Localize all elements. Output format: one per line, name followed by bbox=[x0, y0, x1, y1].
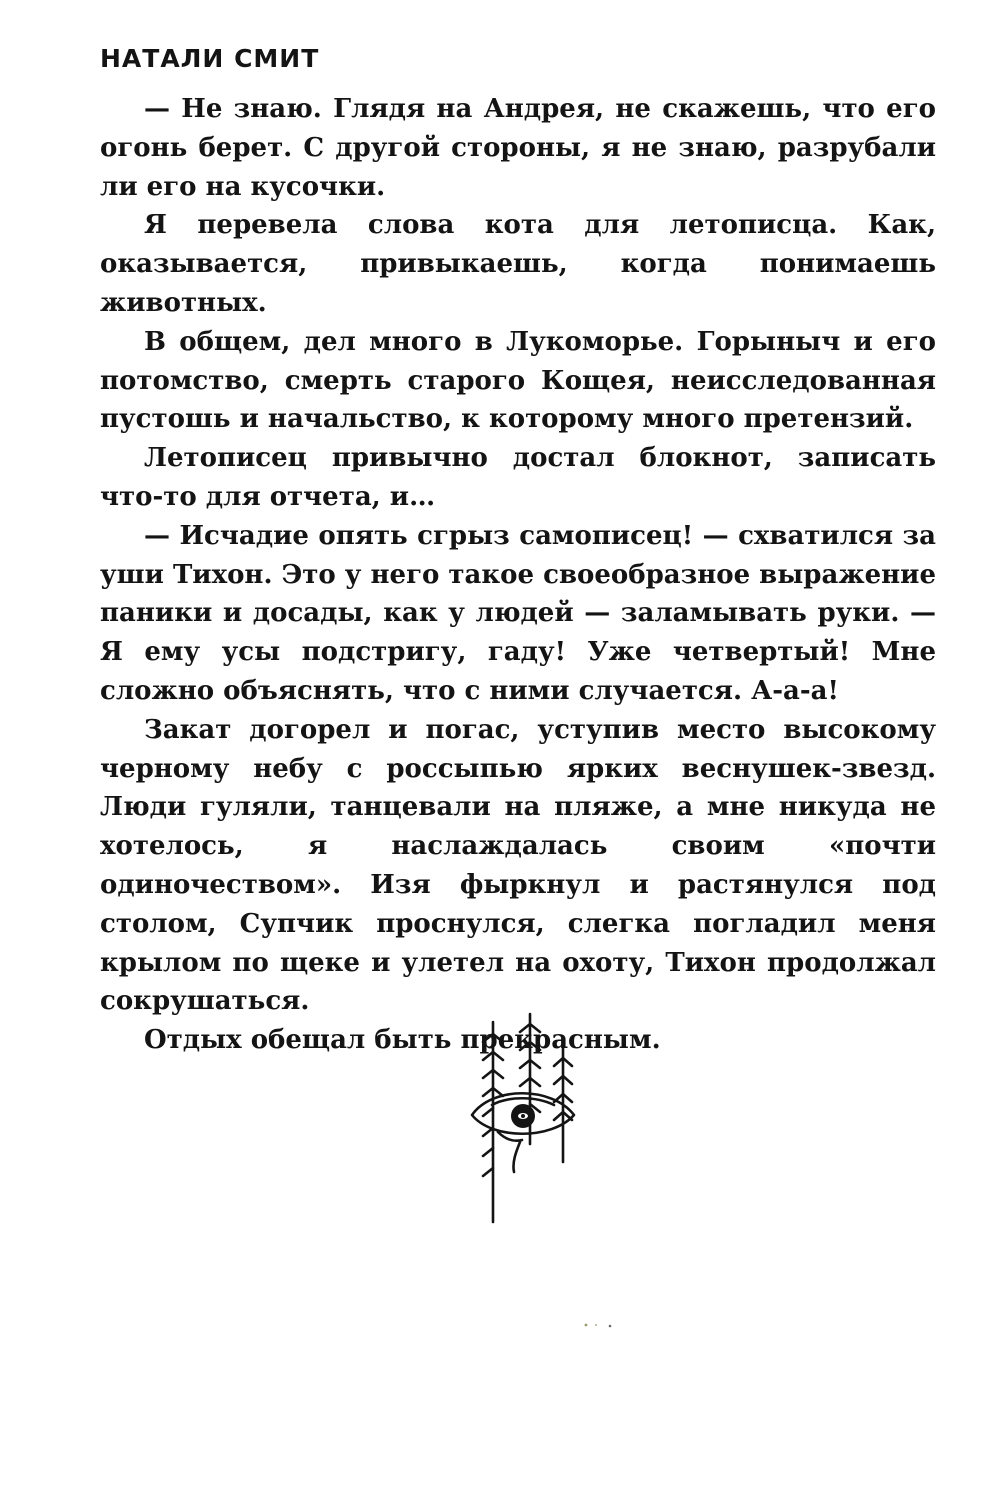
paragraph: — Не знаю. Глядя на Андрея, не скажешь, что его огонь берет. С другой стороны, я не знаю, разрубали ли его на кусочки. bbox=[100, 94, 936, 202]
paragraph: Закат догорел и погас, уступив место высокому черному небу с россыпью ярких веснушек-звезд. Люди гуляли, танцевали на пляже, а мне никуда не хотелось, я наслаждалась своим «почти одиночеством». Изя фыркнул и растянулся под столом, Супчик проснулся, слегка погладил меня крылом по щеке и улетел на охоту, Тихон продолжал сокрушаться. bbox=[100, 714, 936, 1017]
eye-and-pine-branches-icon bbox=[468, 1012, 578, 1227]
paragraph: — Исчадие опять сгрыз самописец! — схватился за уши Тихон. Это у него такое своеобразное выражение паники и досады, как у людей — заламывать руки. — Я ему усы подстригу, гаду! Уже четвертый! Мне сложно объяснять, что с ними случается. А-а-а! bbox=[100, 520, 936, 706]
paragraph: В общем, дел много в Лукоморье. Горыныч и его потомство, смерть старого Кощея, неисследованная пустошь и начальство, к которому много претензий. bbox=[100, 326, 936, 435]
print-speck bbox=[583, 1322, 613, 1328]
running-head-author: НАТАЛИ СМИТ bbox=[100, 44, 320, 73]
body-text bbox=[100, 90, 936, 1060]
paragraph: Я перевела слова кота для летописца. Как, оказывается, привыкаешь, когда понимаешь животных. bbox=[100, 210, 936, 318]
paragraph: Отдых обещал быть прекрасным. bbox=[144, 1025, 661, 1056]
paragraph: Летописец привычно достал блокнот, записать что-то для отчета, и… bbox=[100, 443, 936, 512]
